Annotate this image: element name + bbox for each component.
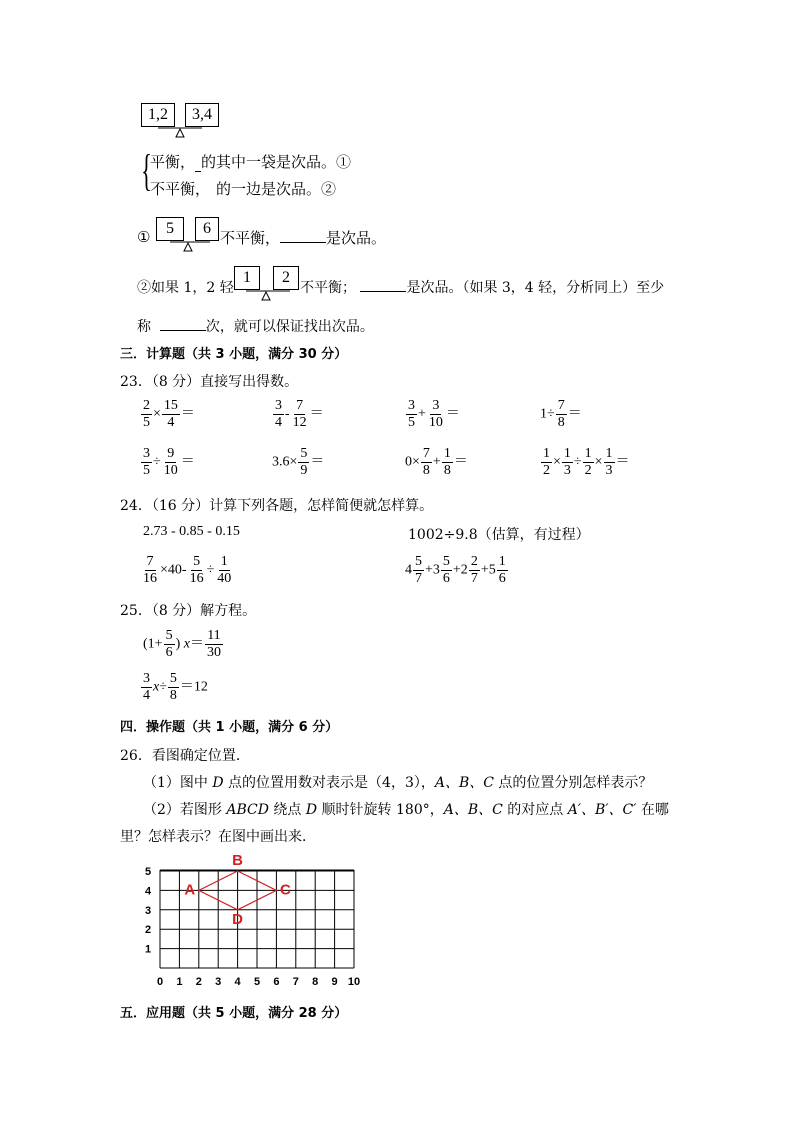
point-label-d: D (232, 910, 244, 928)
brace-line-2: 不平衡， 的一边是次品。② (150, 180, 337, 198)
x-tick-label: 5 (253, 976, 261, 988)
y-tick-label: 1 (144, 943, 152, 956)
x-tick-label: 9 (331, 976, 338, 988)
coordinate-grid (138, 855, 370, 991)
x-tick-label: 4 (234, 976, 241, 988)
q25-eq-1: (1+ $\frac{5}{6}$ ) x＝ $\frac{11}{30}$ (143, 628, 221, 660)
x-tick-label: 2 (195, 976, 202, 988)
x-tick-label: 0 (156, 976, 164, 988)
y-tick-label: 3 (144, 904, 152, 917)
x-tick-label: 8 (312, 976, 319, 988)
step2-right-pan: 2 (273, 266, 299, 290)
step1-right-pan: 6 (195, 217, 219, 241)
q23-expr-4: 1÷ $\frac{7}{8}$ ＝ (540, 398, 582, 430)
x-tick-label: 1 (176, 976, 183, 988)
section-5-heading: 五．应用题（共 5 小题，满分 28 分） (120, 1006, 348, 1021)
q23-expr-6: 3.6× $\frac{5}{9}$ ＝ (272, 446, 325, 478)
q24-expr-4: 4 $\frac{5}{7}$ +3 $\frac{5}{6}$ +2 $\frac{2}{7}$ +5 $\frac{1}{6}$ (405, 554, 506, 586)
left-brace-icon: { (141, 146, 152, 195)
q25-title: 25．（8 分）解方程。 (120, 603, 257, 619)
y-tick-label: 5 (144, 866, 152, 878)
q26-part-1: （1）图中 D 点的位置用数对表示是（4，3），A、B、C 点的位置分别怎样表示？ (143, 775, 653, 791)
section-3-heading: 三．计算题（共 3 小题，满分 30 分） (120, 347, 348, 362)
section-4-heading: 四．操作题（共 1 小题，满分 6 分） (120, 720, 339, 735)
brace-line-1: 平衡， 的其中一袋是次品。① (150, 153, 352, 171)
q23-expr-7: 0× $\frac{7}{8}$ + $\frac{1}{8}$ ＝ (405, 446, 468, 478)
step2-left-pan: 1 (234, 266, 260, 290)
x-tick-label: 6 (273, 976, 280, 988)
step2-text: 不平衡； 是次品。（如果 3，4 轻，分析同上）至少 (300, 280, 665, 296)
point-label-b: B (232, 855, 244, 869)
q23-expr-2: $\frac{3}{4}$ - $\frac{7}{12}$ ＝ (275, 398, 324, 430)
q23-expr-8: $\frac{1}{2}$ × $\frac{1}{3}$ ÷ $\frac{1}{2}$ × $\frac{1}{3}$ ＝ (543, 446, 630, 478)
point-label-a: A (184, 881, 196, 899)
q24-expr-3: $\frac{7}{16}$ ×40- $\frac{5}{16}$ ÷ $\frac{1}{40}$ (143, 554, 232, 586)
balance-left-pan: 1,2 (141, 103, 175, 127)
q24-expr-1: 2.73 - 0.85 - 0.15 (143, 524, 240, 539)
step1-text: 不平衡， 是次品。 (220, 229, 387, 247)
q23-expr-3: $\frac{3}{5}$ + $\frac{3}{10}$ ＝ (408, 398, 460, 430)
q26-part-2: （2）若图形 ABCD 绕点 D 顺时针旋转 180°，A、B、C 的对应点 A′、B′、C′ 在哪 (143, 802, 669, 818)
q25-eq-2: $\frac{3}{4}$ x÷ $\frac{5}{8}$ ＝12 (143, 671, 208, 703)
q24-expr-2: 1002÷9.8（估算，有过程） (408, 527, 590, 543)
point-label-c: C (279, 881, 291, 899)
q26-title: 26．看图确定位置． (120, 748, 250, 764)
step1-left-pan: 5 (156, 217, 184, 241)
y-tick-label: 2 (144, 924, 152, 937)
balance-beam-icon (240, 288, 300, 302)
x-tick-label: 7 (292, 976, 299, 988)
x-tick-label: 3 (215, 976, 222, 988)
balance-beam-icon (140, 125, 220, 139)
q23-expr-5: $\frac{3}{5}$ ÷ $\frac{9}{10}$ ＝ (143, 446, 195, 478)
x-tick-label: 10 (347, 976, 361, 988)
balance-right-pan: 3,4 (185, 103, 219, 127)
q24-title: 24．（16 分）计算下列各题，怎样简便就怎样算。 (120, 498, 434, 514)
step2-prefix: ②如果 1，2 轻 (137, 280, 234, 296)
q23-title: 23．（8 分）直接写出得数。 (120, 374, 299, 390)
step1-marker: ① (137, 228, 151, 246)
q26-part-3: 里？怎样表示？在图中画出来． (120, 829, 316, 845)
y-tick-label: 4 (144, 885, 152, 898)
step2b-text: 称 次，就可以保证找出次品。 (137, 319, 374, 335)
q23-expr-1: $\frac{2}{5}$ × $\frac{15}{4}$ ＝ (143, 398, 195, 430)
balance-beam-icon (160, 239, 220, 253)
